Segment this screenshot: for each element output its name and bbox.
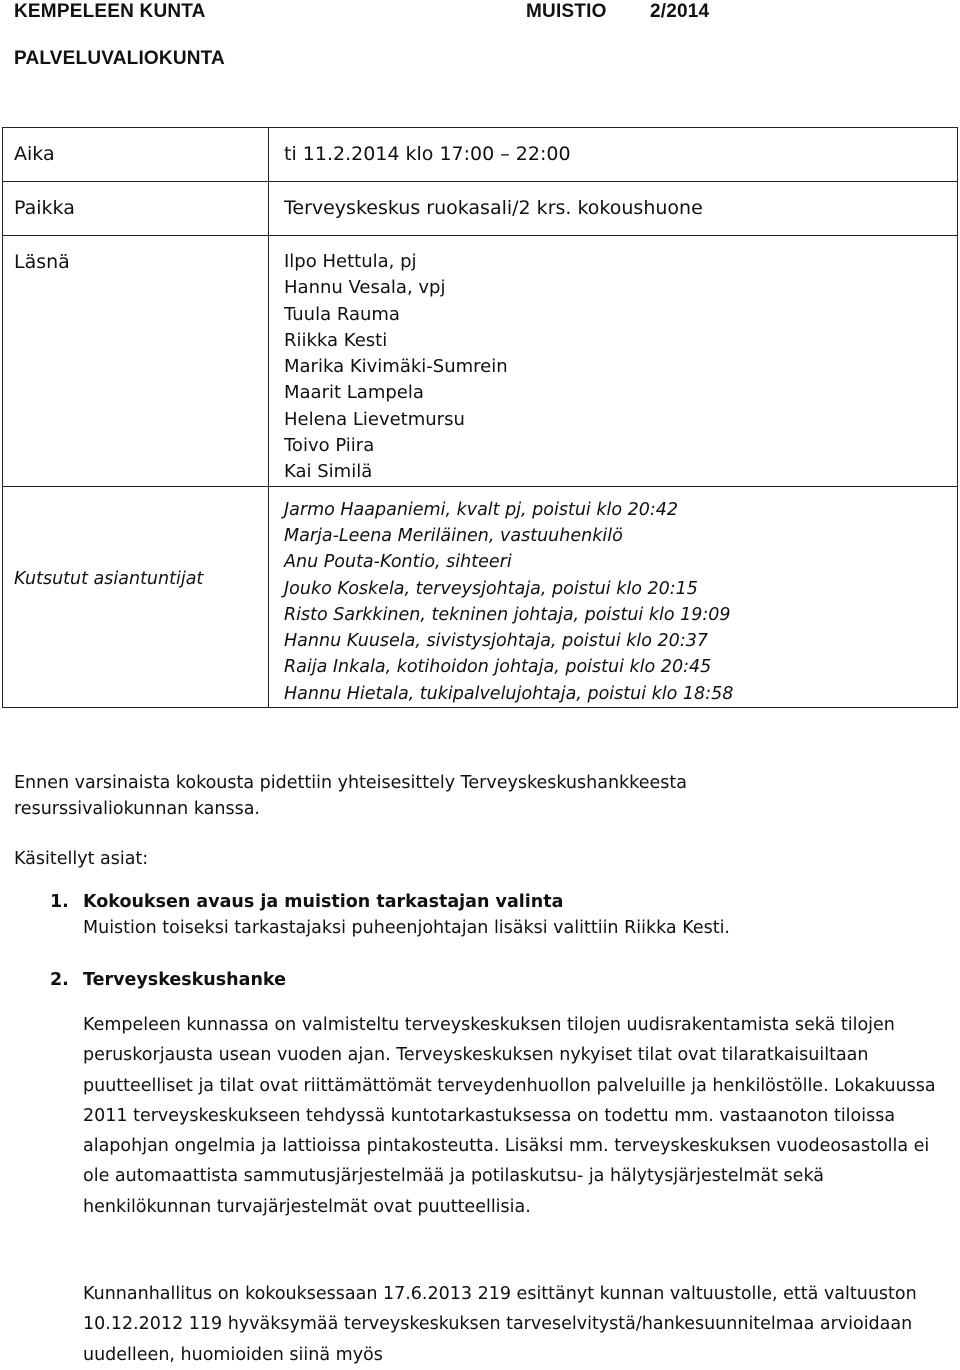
invited-expert: Hannu Kuusela, sivistysjohtaja, poistui klo 20:37 [284, 631, 708, 652]
present-list [284, 236, 957, 486]
item-2-title: Terveyskeskushanke [83, 970, 286, 990]
item-1-title: Kokouksen avaus ja muistion tarkastajan valinta [83, 892, 564, 912]
invited-experts-list [284, 487, 957, 707]
time-label: Aika [14, 143, 55, 165]
place-value: Terveyskeskus ruokasali/2 krs. kokoushuone [284, 197, 703, 219]
intro-line-1: Ennen varsinaista kokousta pidettiin yhteisesittely Terveyskeskushankkeesta [14, 773, 687, 793]
present-label: Läsnä [14, 251, 70, 273]
table-row-invited [3, 486, 958, 707]
meeting-info-table [2, 127, 958, 708]
item-2-paragraph-1: Kempeleen kunnassa on valmisteltu terveyskeskuksen tilojen uudisrakentamista sekä tilojen peruskorjausta usean vuoden ajan. Terveyskeskuksen nykyiset tilat ovat tilaratkaisuiltaan puutteelliset ja tilat ovat riittämättömät terveydenhuollon palveluille ja henkilöstölle. Lokakuussa 2011 terveyskeskukseen tehdyssä kuntotarkastuksessa on todettu mm. vastaanoton tiloissa alapohjan ongelmia ja lattioissa pintakosteutta. Lisäksi mm. terveyskeskuksen vuodeosastolla ei ole automaattista sammutusjärjestelmää ja potilaskutsu- ja hälytysjärjestelmät sekä henkilökunnan turvajärjestelmät ovat puutteellisia. [83, 1015, 936, 1217]
document-number: 2/2014 [650, 1, 710, 22]
present-member: Maarit Lampela [284, 382, 424, 404]
committee-name: PALVELUVALIOKUNTA [14, 48, 225, 69]
table-row-time [3, 128, 958, 182]
intro-line-2: resurssivaliokunnan kanssa. [14, 799, 260, 819]
invited-expert: Anu Pouta-Kontio, sihteeri [284, 552, 512, 573]
table-row-place [3, 182, 958, 236]
present-member: Kai Similä [284, 461, 373, 483]
invited-expert: Hannu Hietala, tukipalvelujohtaja, poistui klo 18:58 [284, 683, 734, 704]
invited-experts-label: Kutsutut asiantuntijat [14, 568, 204, 589]
item-2-paragraph-2: Kunnanhallitus on kokouksessaan 17.6.2013 219 esittänyt kunnan valtuustolle, että valtuuston 10.12.2012 119 hyväksymää terveyskeskuksen tarveselvitystä/hankesuunnitelmaa arvioidaan uudelleen, huomioiden siinä myös [83, 1284, 917, 1365]
invited-expert: Marja-Leena Meriläinen, vastuuhenkilö [284, 525, 623, 546]
present-member: Tuula Rauma [284, 303, 400, 325]
invited-expert: Jouko Koskela, terveysjohtaja, poistui klo 20:15 [284, 578, 698, 599]
item-1-text: Muistion toiseksi tarkastajaksi puheenjohtajan lisäksi valittiin Riikka Kesti. [83, 918, 730, 938]
time-value: ti 11.2.2014 klo 17:00 – 22:00 [284, 143, 571, 165]
present-member: Riikka Kesti [284, 329, 388, 351]
present-member: Marika Kivimäki-Sumrein [284, 356, 508, 378]
item-1-number: 1. [50, 892, 69, 912]
handled-items-heading: Käsitellyt asiat: [14, 849, 149, 869]
org-name: KEMPELEEN KUNTA [14, 1, 206, 22]
document-type: MUISTIO [526, 1, 607, 22]
present-member: Hannu Vesala, vpj [284, 277, 446, 299]
invited-expert: Risto Sarkkinen, tekninen johtaja, poistui klo 19:09 [284, 604, 731, 625]
place-label: Paikka [14, 197, 75, 219]
item-2-number: 2. [50, 970, 69, 990]
present-member: Ilpo Hettula, pj [284, 251, 417, 272]
present-member: Helena Lievetmursu [284, 408, 465, 430]
invited-expert: Raija Inkala, kotihoidon johtaja, poistui klo 20:45 [284, 657, 712, 678]
table-row-present [3, 236, 958, 487]
present-member: Toivo Piira [284, 435, 375, 457]
invited-expert: Jarmo Haapaniemi, kvalt pj, poistui klo 20:42 [284, 499, 679, 520]
